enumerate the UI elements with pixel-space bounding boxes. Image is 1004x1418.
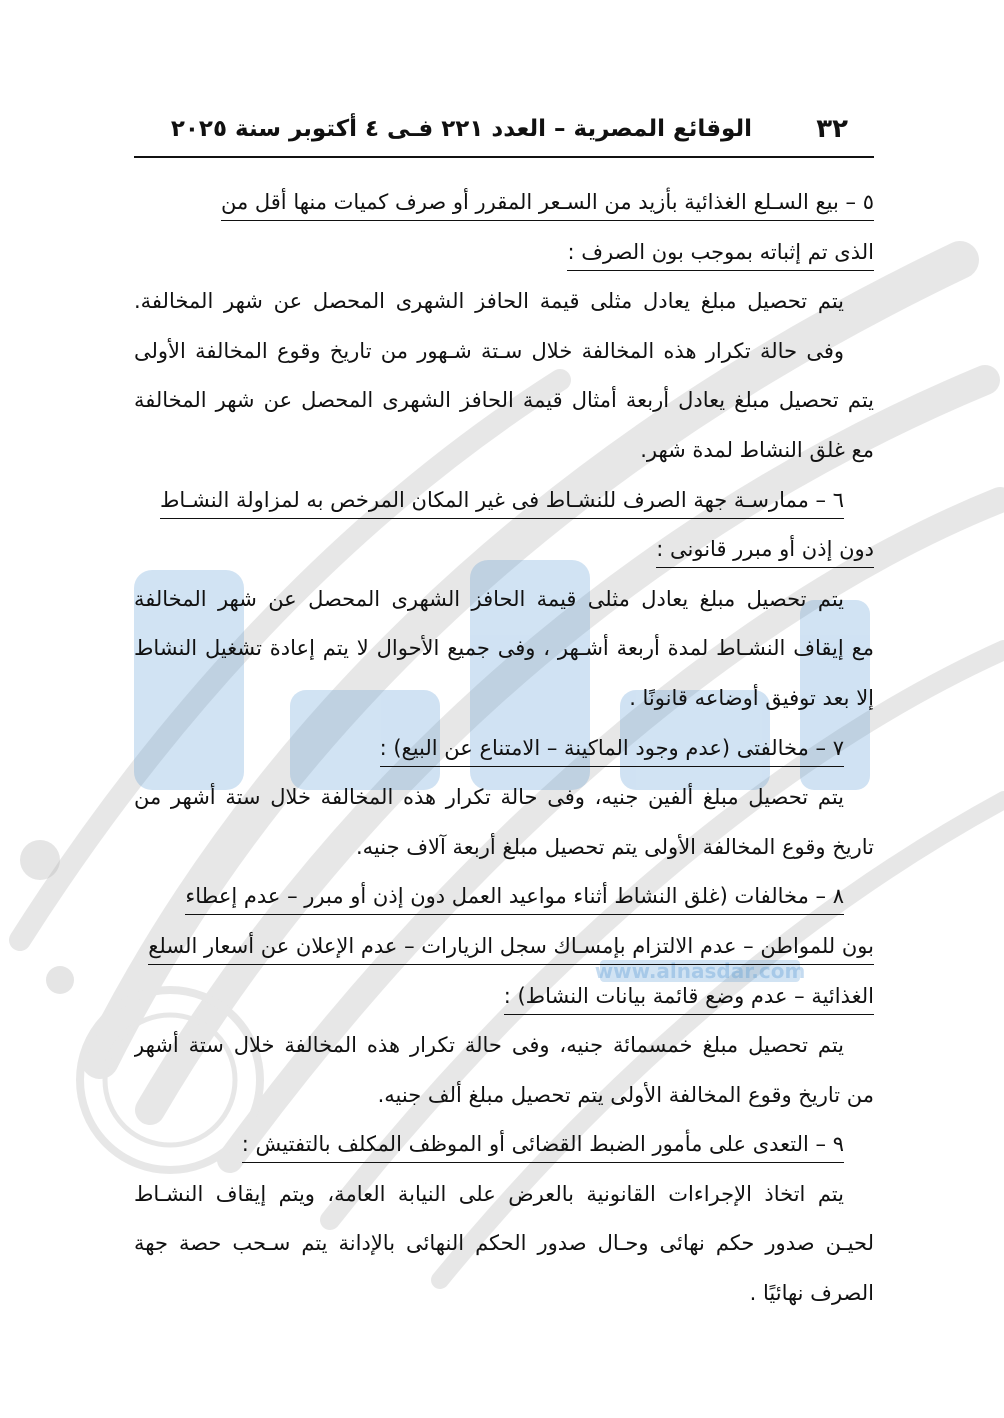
clause-9-penalty-line-1: يتم اتخاذ الإجراءات القانونية بالعرض على النيابة العامة، ويتم إيقاف النشـاط bbox=[134, 1181, 844, 1206]
clause-8-heading-line-1: ٨ – مخالفات (غلق النشاط أثناء مواعيد العمل دون إذن أو مبرر – عدم إعطاء bbox=[134, 872, 874, 922]
watermark-site-text: www.alnasdar.com bbox=[594, 959, 806, 983]
clause-6-penalty-line-3: إلا بعد توفيق أوضاعه قانونًا . bbox=[629, 685, 874, 710]
clause-6-penalty-line-2: مع إيقاف النشـاط لمدة أربعة أشـهر ، وفى جميع الأحوال لا يتم إعادة تشغيل النشاط bbox=[134, 636, 874, 661]
clause-8-heading-line-2: بون للمواطن – عدم الالتزام بإمسـاك سجل الزيارات – عدم الإعلان عن أسعار السلع bbox=[134, 922, 874, 972]
clause-5-penalty-line-2: وفى حالة تكرار هذه المخالفة خلال سـتة شـهور من تاريخ وقوع المخالفة الأولى bbox=[134, 338, 844, 363]
clause-5-penalty-line-3: يتم تحصيل مبلغ يعادل أربعة أمثال قيمة الحافز الشهرى المحصل عن شهر المخالفة bbox=[134, 388, 874, 413]
clause-9-penalty-line-3: الصرف نهائيًا . bbox=[749, 1281, 874, 1306]
clause-5-heading-line-1: ٥ – بيع السـلع الغذائية بأزيد من السـعر المقرر أو صرف كميات منها أقل من bbox=[134, 178, 874, 228]
gazette-issue-title: الوقائع المصرية – العدد ٢٢١ فـى ٤ أكتوبر سنة ٢٠٢٥ bbox=[170, 116, 752, 142]
clause-8-heading-line-3: الغذائية – عدم وضع قائمة بيانات النشاط) : bbox=[134, 972, 874, 1022]
page-header bbox=[134, 112, 874, 158]
clause-8-penalty-line-2: من تاريخ وقوع المخالفة الأولى يتم تحصيل مبلغ ألف جنيه. bbox=[377, 1082, 874, 1107]
page-number: ٣٢ bbox=[816, 114, 848, 144]
clause-7-heading: ٧ – مخالفتى (عدم وجود الماكينة – الامتناع عن البيع) : bbox=[134, 724, 874, 774]
clause-8-penalty-line-1: يتم تحصيل مبلغ خمسمائة جنيه، وفى حالة تكرار هذه المخالفة خلال ستة أشهر bbox=[134, 1033, 844, 1058]
clause-6-heading-line-1: ٦ – ممارسـة جهة الصرف للنشـاط فى غير المكان المرخص به لمزاولة النشـاط bbox=[134, 476, 874, 526]
document-body bbox=[134, 178, 874, 1319]
clause-9-heading: ٩ – التعدى على مأمور الضبط القضائى أو الموظف المكلف بالتفتيش : bbox=[134, 1120, 874, 1170]
clause-5-heading-line-2: الذى تم إثباته بموجب بون الصرف : bbox=[134, 228, 874, 278]
clause-6-heading-line-2: دون إذن أو مبرر قانونى : bbox=[134, 525, 874, 575]
clause-5-penalty-line-1: يتم تحصيل مبلغ يعادل مثلى قيمة الحافز الشهرى المحصل عن شهر المخالفة. bbox=[134, 289, 844, 314]
clause-6-penalty-line-1: يتم تحصيل مبلغ يعادل مثلى قيمة الحافز الشهرى المحصل عن شهر المخالفة bbox=[134, 586, 844, 611]
clause-9-penalty-line-2: لحيـن صدور حكم نهائى وحـال صدور الحكم النهائى بالإدانة يتم سـحب حصة جهة bbox=[134, 1231, 874, 1256]
clause-7-penalty-line-2: تاريخ وقوع المخالفة الأولى يتم تحصيل مبلغ أربعة آلاف جنيه. bbox=[356, 834, 874, 859]
clause-5-penalty-line-4: مع غلق النشاط لمدة شهر. bbox=[640, 437, 874, 462]
clause-7-penalty-line-1: يتم تحصيل مبلغ ألفين جنيه، وفى حالة تكرار هذه المخالفة خلال ستة أشهر من bbox=[134, 785, 844, 810]
